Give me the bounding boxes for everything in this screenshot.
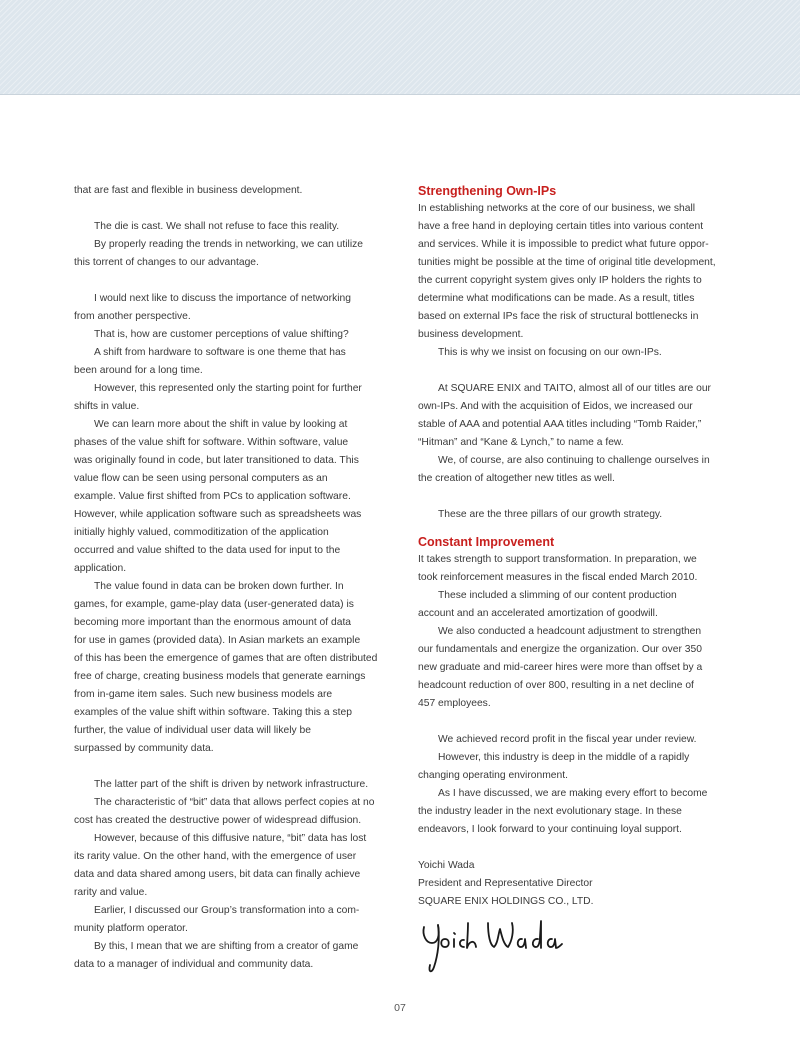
text-line: The die is cast. We shall not refuse to face this reality. <box>94 221 340 232</box>
text-line: It takes strength to support transformation. In preparation, we <box>418 554 697 565</box>
text-line: of this has been the emergence of games that are often distributed <box>74 653 378 664</box>
text-line: rarity and value. <box>74 887 148 898</box>
text-line: account and an accelerated amortization of goodwill. <box>418 608 658 619</box>
text-line: By properly reading the trends in networking, we can utilize <box>94 239 364 250</box>
text-line: for use in games (provided data). In Asian markets an example <box>74 635 361 646</box>
text-line: 457 employees. <box>418 698 491 709</box>
text-line: example. Value first shifted from PCs to application software. <box>74 491 351 502</box>
text-line: cost has created the destructive power of widespread diffusion. <box>74 815 362 826</box>
text-line: its rarity value. On the other hand, with the emergence of user <box>74 851 357 862</box>
text-line: shifts in value. <box>74 401 140 412</box>
text-line: occurred and value shifted to the data used for input to the <box>74 545 341 556</box>
text-line: A shift from hardware to software is one theme that has <box>94 347 346 358</box>
text-line: I would next like to discuss the importance of networking <box>94 293 351 304</box>
text-line: In establishing networks at the core of our business, we shall <box>418 203 696 214</box>
page-number: 07 <box>394 1002 406 1014</box>
text-line: from in-game item sales. Such new business models are <box>74 689 333 700</box>
text-line: That is, how are customer perceptions of value shifting? <box>94 329 349 340</box>
text-line: The latter part of the shift is driven by network infrastructure. <box>94 779 369 790</box>
text-line: own-IPs. And with the acquisition of Eidos, we increased our <box>418 401 693 412</box>
text-line: We achieved record profit in the fiscal year under review. <box>438 734 697 745</box>
section-body <box>418 200 730 524</box>
text-line: games, for example, game-play data (user-generated data) is <box>74 599 354 610</box>
section-body <box>418 551 730 839</box>
text-line: As I have discussed, we are making every effort to become <box>438 788 708 799</box>
text-line: initially highly valued, commoditization of the application <box>74 527 329 538</box>
text-line: determine what modifications can be made. As a result, titles <box>418 293 695 304</box>
text-line: We also conducted a headcount adjustment to strengthen <box>438 626 702 637</box>
text-line: stable of AAA and potential AAA titles including “Tomb Raider,” <box>418 419 702 430</box>
text-line: However, because of this diffusive nature, “bit” data has lost <box>94 833 367 844</box>
text-line: free of charge, creating business models that generate earnings <box>74 671 366 682</box>
text-line: business development. <box>418 329 524 340</box>
text-line: data and data shared among users, bit data can finally achieve <box>74 869 361 880</box>
text-line: changing operating environment. <box>418 770 568 781</box>
text-line: However, this represented only the starting point for further <box>94 383 362 394</box>
signoff-company: SQUARE ENIX HOLDINGS CO., LTD. <box>418 896 594 907</box>
text-line: These included a slimming of our content production <box>438 590 677 601</box>
signoff-title: President and Representative Director <box>418 878 593 889</box>
text-line: tunities might be possible at the time of original title development, <box>418 257 716 268</box>
left-column <box>74 182 384 974</box>
text-line: The characteristic of “bit” data that allows perfect copies at no <box>94 797 375 808</box>
header-band <box>0 0 800 95</box>
text-line: At SQUARE ENIX and TAITO, almost all of our titles are our <box>438 383 711 394</box>
signature-image <box>418 915 568 977</box>
text-line: However, this industry is deep in the middle of a rapidly <box>438 752 690 763</box>
text-line: surpassed by community data. <box>74 743 214 754</box>
text-line: “Hitman” and “Kane & Lynch,” to name a few. <box>418 437 624 448</box>
text-line: value flow can be seen using personal computers as an <box>74 473 328 484</box>
text-line: have a free hand in deploying certain titles into various content <box>418 221 704 232</box>
text-line: However, while application software such as spreadsheets was <box>74 509 362 520</box>
text-line: based on external IPs face the risk of structural bottlenecks in <box>418 311 699 322</box>
signoff-block <box>418 857 730 977</box>
text-line: This is why we insist on focusing on our own-IPs. <box>438 347 662 358</box>
paragraph-spacer <box>74 272 384 290</box>
text-line: examples of the value shift within software. Taking this a step <box>74 707 352 718</box>
text-line: the industry leader in the next evolutionary stage. In these <box>418 806 682 817</box>
signoff-name: Yoichi Wada <box>418 860 475 871</box>
section-heading: Strengthening Own-IPs <box>418 184 557 198</box>
text-line: that are fast and flexible in business development. <box>74 185 303 196</box>
text-line: By this, I mean that we are shifting from a creator of game <box>94 941 359 952</box>
text-line: was originally found in code, but later transitioned to data. This <box>74 455 359 466</box>
text-line: endeavors, I look forward to your continuing loyal support. <box>418 824 682 835</box>
section-strengthening-own-ips <box>418 182 730 524</box>
section-heading: Constant Improvement <box>418 535 555 549</box>
text-line: from another perspective. <box>74 311 191 322</box>
text-line: phases of the value shift for software. Within software, value <box>74 437 349 448</box>
text-line: further, the value of individual user data will likely be <box>74 725 311 736</box>
paragraph-spacer <box>74 758 384 776</box>
text-line: application. <box>74 563 127 574</box>
paragraph-spacer <box>74 200 384 218</box>
text-line: been around for a long time. <box>74 365 203 376</box>
text-line: data to a manager of individual and community data. <box>74 959 314 970</box>
text-line: took reinforcement measures in the fiscal ended March 2010. <box>418 572 698 583</box>
text-line: and services. While it is impossible to predict what future oppor- <box>418 239 709 250</box>
text-line: We, of course, are also continuing to challenge ourselves in <box>438 455 710 466</box>
paragraph-spacer <box>418 713 730 731</box>
text-line: These are the three pillars of our growth strategy. <box>438 509 663 520</box>
paragraph-spacer <box>418 488 730 506</box>
text-line: headcount reduction of over 800, resulting in a net decline of <box>418 680 694 691</box>
text-line: this torrent of changes to our advantage. <box>74 257 259 268</box>
section-constant-improvement <box>418 533 730 839</box>
text-line: the current copyright system gives only IP holders the rights to <box>418 275 702 286</box>
text-line: The value found in data can be broken down further. In <box>94 581 344 592</box>
text-line: becoming more important than the enormous amount of data <box>74 617 352 628</box>
text-line: munity platform operator. <box>74 923 188 934</box>
text-line: the creation of altogether new titles as well. <box>418 473 615 484</box>
text-line: We can learn more about the shift in value by looking at <box>94 419 348 430</box>
paragraph-spacer <box>418 362 730 380</box>
text-line: Earlier, I discussed our Group’s transformation into a com- <box>94 905 360 916</box>
right-column <box>418 182 730 977</box>
text-line: our fundamentals and energize the organization. Our over 350 <box>418 644 702 655</box>
text-line: new graduate and mid-career hires were more than offset by a <box>418 662 703 673</box>
